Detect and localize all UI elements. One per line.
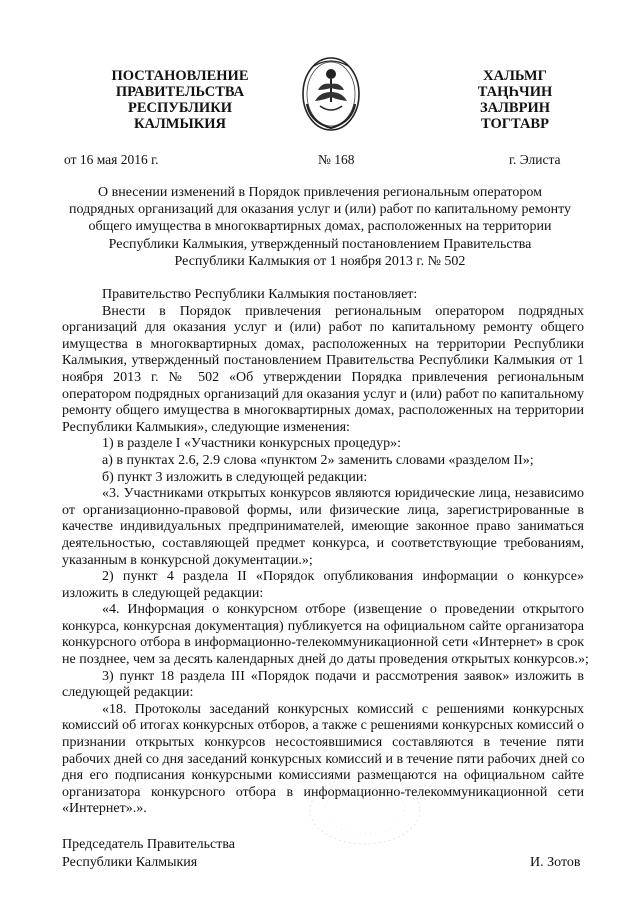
body-line: Правительство Республики Калмыкия постановляет: <box>102 287 418 302</box>
header-left-line: РЕСПУБЛИКИ <box>127 100 233 116</box>
body-line: ноября 2013 г. № 502 «Об утверждении Порядка привлечения региональным <box>62 369 584 385</box>
body-line: от организационно-правовой формы, или физические лица, зарегистрированные в <box>62 502 584 518</box>
header-left-line: КАЛМЫКИЯ <box>134 116 226 132</box>
title-line: подрядных организаций для оказания услуг и (или) работ по капитальному ремонту <box>68 202 572 218</box>
body-line: «Интернет».». <box>62 801 147 817</box>
header-left-line: ПОСТАНОВЛЕНИЕ <box>111 68 249 84</box>
body-line: рабочих дней со дня заседаний конкурсных комиссий и в течение пяти рабочих дней со <box>62 751 585 767</box>
title-line: О внесении изменений в Порядок привлечения региональным оператором <box>98 185 542 200</box>
body-line: «4. Информация о конкурсном отборе (извещение о проведении открытого <box>102 602 584 618</box>
body-line: организатора конкурсного отбора в информационно-телекоммуникационной сети <box>62 784 584 800</box>
body-line: изложить в следующей редакции: <box>62 585 264 601</box>
body-line: а) в пунктах 2.6, 2.9 слова «пунктом 2» заменить словами «разделом II»; <box>102 452 534 468</box>
body-line: б) пункт 3 изложить в следующей редакции: <box>102 469 368 485</box>
signature-position-line: Председатель Правительства <box>62 837 235 852</box>
body-line: организаций для оказания услуг и (или) работ по капитальному ремонту общего <box>62 320 584 336</box>
body-line: следующей редакции: <box>62 685 194 701</box>
body-line: оператором подрядных организаций для оказания услуг и (или) работ по капитальному <box>62 386 584 402</box>
signature-position <box>62 836 235 872</box>
header-right-line: ТАҢҺЧИН <box>477 84 553 100</box>
document-date: от 16 мая 2016 г. <box>64 152 159 167</box>
body-line: ремонту общего имущества в многоквартирных домах, расположенных на территории <box>62 403 584 419</box>
header-right-line: ТОГТАВР <box>481 116 549 132</box>
body-line: «18. Протоколы заседаний конкурсных комиссий с решениями конкурсных <box>102 701 584 717</box>
header-right-line: ЗАЛВРИН <box>479 100 550 116</box>
document-body <box>62 287 589 818</box>
signature-position-line: Республики Калмыкия <box>62 855 198 870</box>
title-line: Республики Калмыкия от 1 ноября 2013 г. № 502 <box>174 253 466 269</box>
body-line: Внести в Порядок привлечения региональным оператором подрядных <box>102 303 584 319</box>
body-line: указанным в конкурсной документации.»; <box>62 552 313 568</box>
document-title <box>60 184 580 270</box>
body-line: имущества в многоквартирных домах, расположенных на территории Республики <box>62 336 584 352</box>
coat-of-arms-emblem <box>300 54 362 134</box>
body-line: признании открытых конкурсов несостоявшимися составляются в течение пяти <box>62 735 584 751</box>
body-line: качестве индивидуальных предпринимателей, имеющие законное право заниматься <box>62 519 584 535</box>
body-line: конкурса, конкурсная документация) публикуется на официальном сайте организатора <box>62 618 584 634</box>
title-line: Республики Калмыкия, утвержденный постановлением Правительства <box>108 236 532 252</box>
body-line: 3) пункт 18 раздела III «Порядок подачи и рассмотрения заявок» изложить в <box>102 668 584 684</box>
signature-name: И. Зотов <box>530 855 581 870</box>
body-line: Республики Калмыкия», следующие изменения: <box>62 419 350 435</box>
document-city: г. Элиста <box>509 152 561 167</box>
body-line: комиссий об итогах конкурсных отборов, а также с решениями конкурсных комиссий о <box>62 718 584 734</box>
body-line: деятельностью, составляющей предмет конкурса, и соответствующие требованиям, <box>62 535 584 551</box>
body-line: дня его подписания конкурсными комиссиями размещаются на официальном сайте <box>62 768 584 784</box>
body-line: конкурсного отбора в информационно-телекоммуникационной сети «Интернет» в срок <box>62 635 584 651</box>
body-line: 2) пункт 4 раздела II «Порядок опубликования информации о конкурсе» <box>102 569 584 585</box>
body-line: не позднее, чем за десять календарных дней до даты проведения открытых конкурсов.»; <box>62 652 589 668</box>
header-left <box>95 68 265 132</box>
title-line: общего имущества в многоквартирных домах, расположенных на территории <box>88 219 552 235</box>
body-line: «3. Участниками открытых конкурсов являются юридические лица, независимо <box>102 486 584 502</box>
body-line: 1) в разделе I «Участники конкурсных процедур»: <box>102 436 402 452</box>
document-number: № 168 <box>318 152 355 167</box>
header-right <box>455 68 575 132</box>
header-right-line: ХАЛЬМГ <box>483 68 547 84</box>
body-line: Калмыкия, утвержденный постановлением Правительства Республики Калмыкия от 1 <box>62 353 584 369</box>
faded-stamp <box>300 770 430 850</box>
header-left-line: ПРАВИТЕЛЬСТВА <box>115 84 245 100</box>
